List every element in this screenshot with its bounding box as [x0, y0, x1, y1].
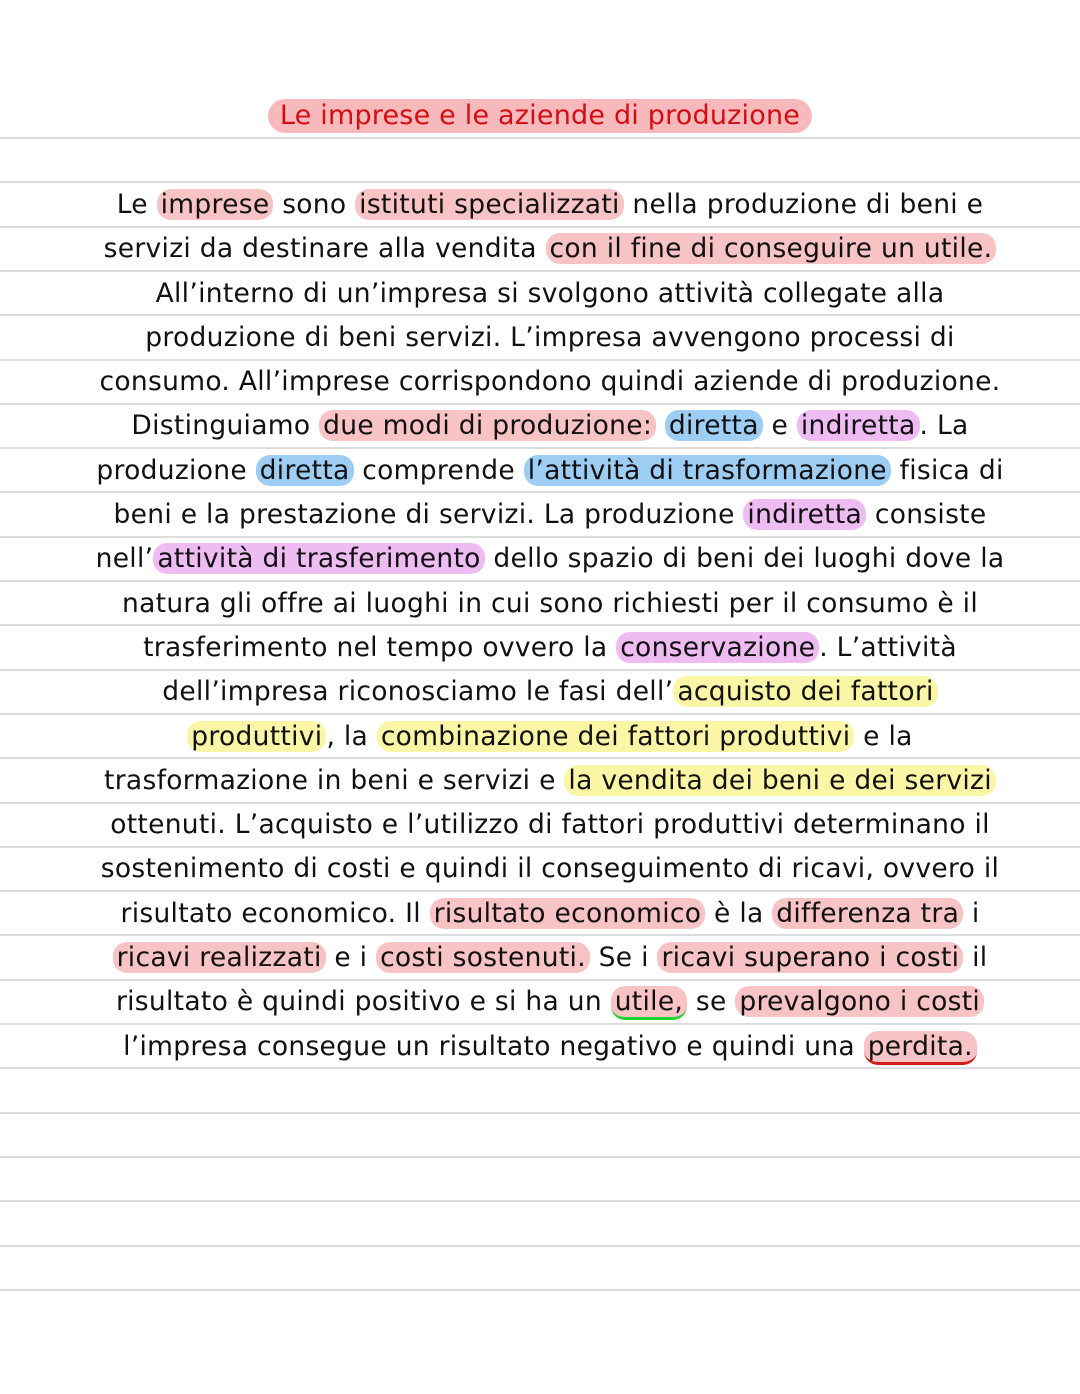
text-line — [70, 626, 1030, 670]
text-run: , la — [326, 720, 377, 752]
text-run: . L’attività — [819, 631, 957, 663]
highlight-purple: indiretta — [743, 499, 866, 530]
text-run: produzione — [96, 454, 256, 486]
highlight-red: differenza tra — [772, 898, 963, 929]
text-run: l’impresa consegue un risultato negativo e quindi una — [123, 1030, 864, 1062]
text-run: il — [963, 942, 988, 974]
text-run: All’interno di un’impresa si svolgono attività collegate alla — [155, 277, 945, 309]
rule-line — [0, 1112, 1080, 1114]
highlight-red: due modi di produzione: — [319, 410, 656, 441]
highlight-red: perdita. — [864, 1031, 977, 1065]
text-run: dello spazio di beni dei luoghi dove la — [484, 543, 1005, 575]
rule-line — [0, 1289, 1080, 1291]
text-line — [70, 1025, 1030, 1069]
text-line — [70, 980, 1030, 1024]
text-line — [70, 803, 1030, 847]
text-run: consiste — [866, 499, 987, 531]
text-run: . La — [919, 410, 969, 442]
highlight-blue: diretta — [256, 455, 354, 486]
rule-line — [0, 1245, 1080, 1247]
text-run: natura gli offre ai luoghi in cui sono richiesti per il consumo è il — [122, 587, 978, 619]
text-run: fisica di — [890, 454, 1004, 486]
text-run: comprende — [353, 454, 524, 486]
text-run: produzione di beni servizi. L’impresa avvengono processi di — [145, 321, 955, 353]
text-run: beni e la prestazione di servizi. La produzione — [113, 499, 744, 531]
text-run: Le — [116, 189, 157, 220]
highlight-blue: l’attività di trasformazione — [524, 455, 891, 486]
highlight-red: utile, — [611, 986, 687, 1020]
text-line — [70, 227, 1030, 271]
highlight-red: costi sostenuti. — [376, 942, 590, 973]
highlight-purple: indiretta — [797, 410, 920, 441]
text-line — [70, 582, 1030, 626]
text-line — [70, 360, 1030, 404]
highlight-red: ricavi superano i costi — [657, 942, 963, 973]
text-run: e — [762, 410, 797, 442]
text-run: risultato è quindi positivo e si ha un — [115, 986, 611, 1018]
text-run: Se i — [589, 942, 658, 974]
text-line — [70, 493, 1030, 537]
text-line — [70, 670, 1030, 714]
highlight-red: risultato economico — [430, 898, 706, 929]
text-run: risultato economico. Il — [120, 897, 430, 929]
text-run: e i — [325, 942, 377, 974]
text-run: sostenimento di costi e quindi il conseguimento di ricavi, ovvero il — [100, 853, 1000, 885]
text-line — [70, 449, 1030, 493]
text-run: e la — [854, 720, 913, 752]
rule-line — [0, 137, 1080, 139]
text-run: se — [687, 986, 736, 1018]
text-run: ottenuti. L’acquisto e l’utilizzo di fattori produttivi determinano il — [110, 809, 990, 841]
text-line — [70, 847, 1030, 891]
text-line — [70, 404, 1030, 448]
text-line — [70, 316, 1030, 360]
text-run: è la — [705, 897, 773, 929]
text-line — [70, 183, 1030, 227]
text-run: Distinguiamo — [131, 410, 320, 442]
text-run: sono — [273, 189, 356, 220]
text-run: nella produzione di beni e — [623, 189, 984, 220]
text-line — [70, 272, 1030, 316]
highlight-purple: attività di trasferimento — [153, 543, 484, 574]
highlight-yellow: acquisto dei fattori — [673, 676, 937, 707]
text-run: servizi da destinare alla vendita — [103, 233, 546, 265]
text-line — [70, 936, 1030, 980]
text-run: i — [963, 897, 980, 929]
highlight-purple: conservazione — [616, 632, 819, 663]
highlight-red: con il fine di conseguire un utile. — [546, 233, 997, 264]
highlight-yellow: la vendita dei beni e dei servizi — [564, 765, 996, 796]
highlight-red: ricavi realizzati — [113, 942, 326, 973]
text-line — [70, 892, 1030, 936]
highlight-red: imprese — [157, 189, 274, 220]
text-line — [70, 715, 1030, 759]
highlight-blue: diretta — [665, 410, 763, 441]
body-paragraph — [70, 183, 1030, 1069]
highlight-yellow: combinazione dei fattori produttivi — [377, 721, 855, 752]
text-run: consumo. All’imprese corrispondono quindi aziende di produzione. — [99, 366, 1001, 398]
text-run — [656, 410, 665, 441]
highlight-red: prevalgono i costi — [735, 986, 984, 1017]
text-run: trasformazione in beni e servizi e — [104, 764, 565, 796]
text-line — [70, 759, 1030, 803]
rule-line — [0, 1156, 1080, 1158]
highlight-yellow: produttivi — [187, 721, 326, 752]
title-container — [0, 99, 1080, 133]
page-title: Le imprese e le aziende di produzione — [268, 99, 812, 133]
text-run: nell’ — [95, 543, 154, 575]
rule-line — [0, 1200, 1080, 1202]
text-run: trasferimento nel tempo ovvero la — [143, 631, 617, 663]
text-line — [70, 537, 1030, 581]
highlight-red: istituti specializzati — [355, 189, 624, 220]
text-run: dell’impresa riconosciamo le fasi dell’ — [162, 676, 674, 708]
